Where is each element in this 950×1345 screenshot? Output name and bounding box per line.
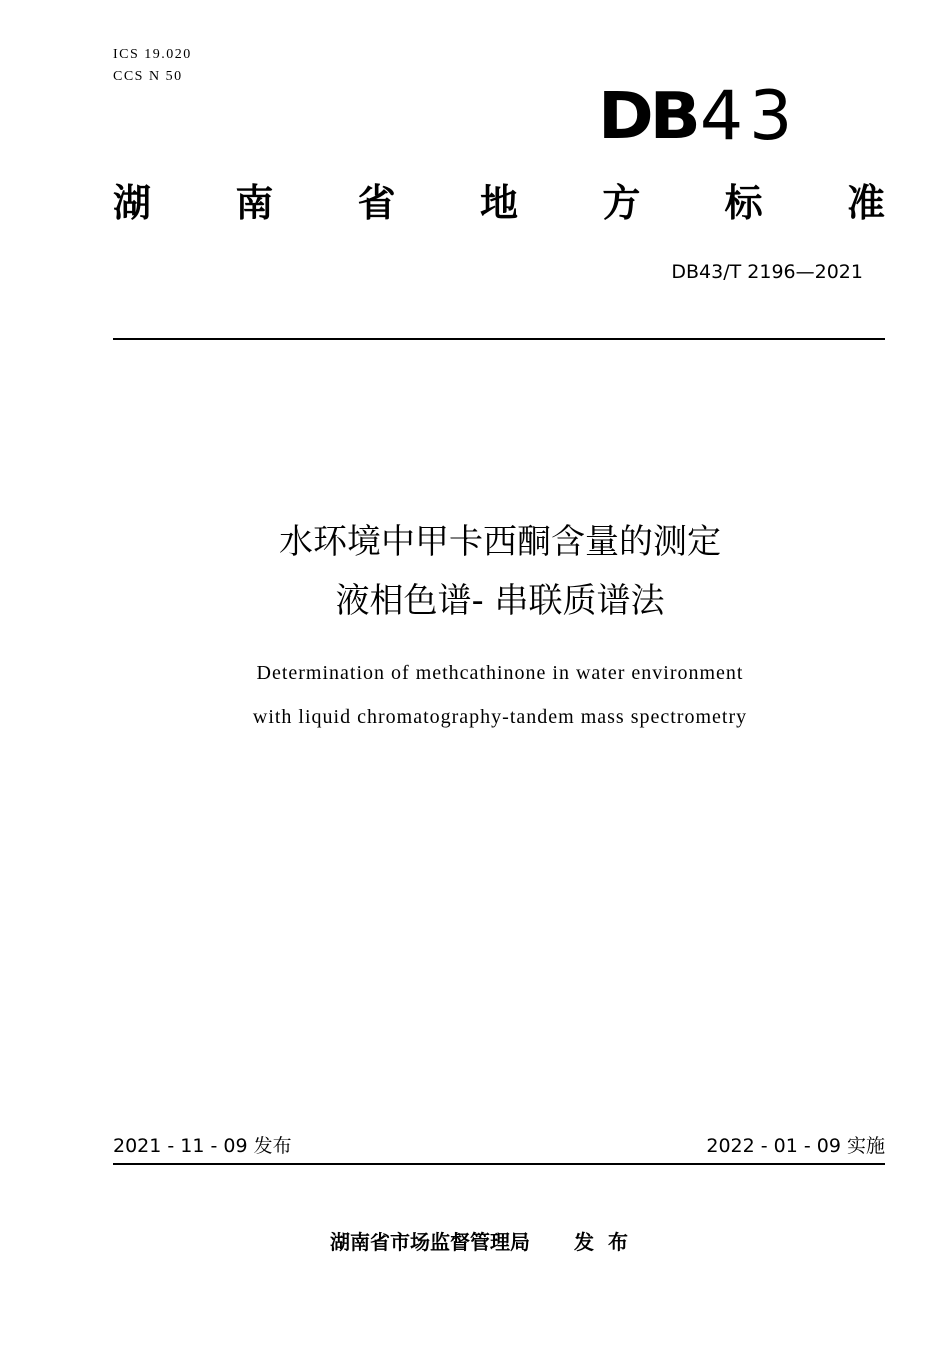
top-divider [113, 338, 885, 340]
title-cn-line1: 水环境中甲卡西酮含量的测定 [279, 522, 721, 562]
standard-type-heading [113, 178, 885, 228]
ccs-code: CCS N 50 [113, 69, 183, 84]
standard-type-char: 准 [846, 181, 885, 225]
standard-number: DB43/T 2196—2021 [671, 261, 863, 283]
classification-codes [113, 44, 192, 88]
standard-type-char: 方 [602, 181, 641, 225]
standard-type-char: 地 [479, 181, 518, 225]
ics-code: ICS 19.020 [113, 47, 192, 62]
db-logo-number: 43 [699, 77, 799, 156]
title-en-line2: with liquid chromatography-tandem mass spectrometry [252, 706, 748, 728]
standard-type-char: 省 [357, 181, 396, 225]
db-logo [598, 77, 799, 156]
standard-type-char: 标 [724, 181, 763, 225]
title-cn-line2: 液相色谱- 串联质谱法 [335, 581, 665, 621]
standard-type-char: 南 [235, 181, 274, 225]
issue-date: 2021 - 11 - 09 发布 [113, 1135, 292, 1157]
issuer-line [0, 1226, 950, 1258]
issuer-action: 发布 [574, 1230, 642, 1254]
standard-type-char: 湖 [113, 181, 152, 225]
title-en-line1: Determination of methcathinone in water environment [256, 662, 744, 684]
issuer-name: 湖南省市场监督管理局 [330, 1230, 530, 1254]
bottom-divider [113, 1163, 885, 1165]
db-logo-prefix: DB [598, 80, 697, 154]
implementation-date: 2022 - 01 - 09 实施 [706, 1135, 885, 1157]
